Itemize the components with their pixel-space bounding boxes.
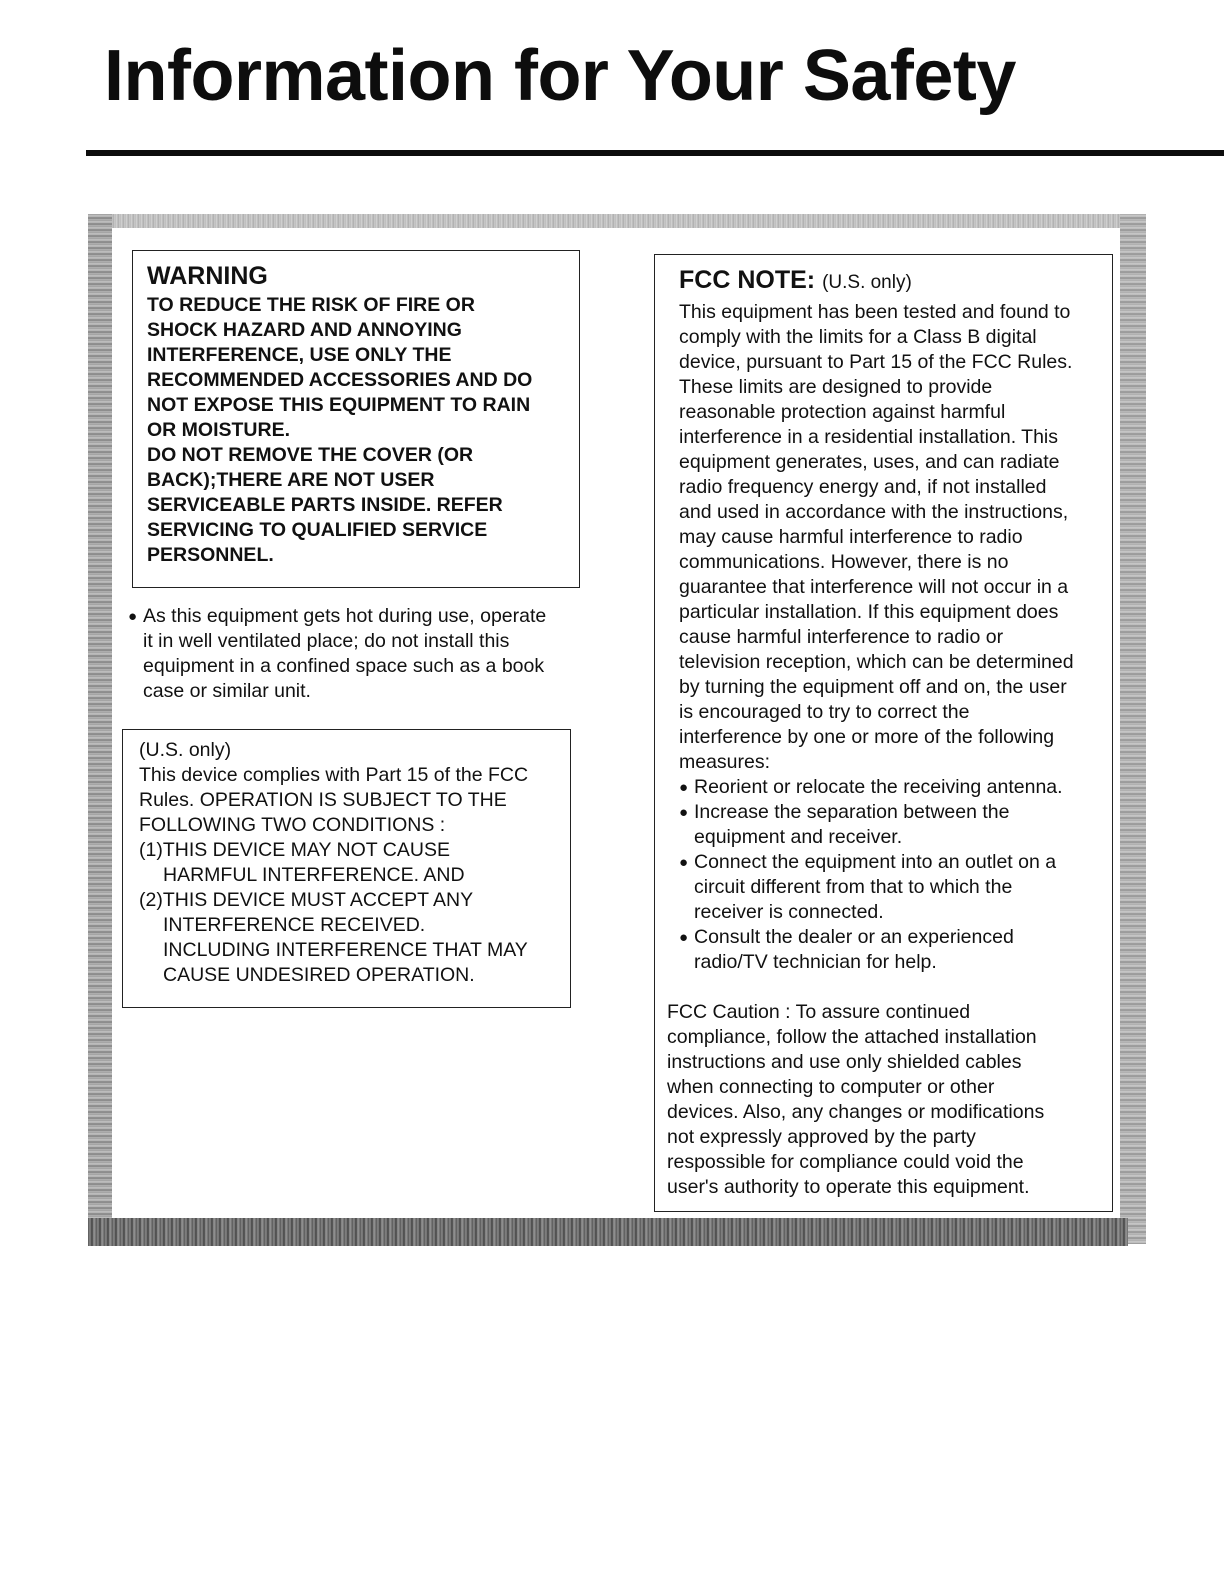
list-item (679, 775, 1112, 800)
list-item (128, 604, 588, 704)
condition-2-cont: INCLUDING INTERFERENCE THAT MAY (163, 939, 528, 961)
bullet-icon: ● (679, 929, 689, 946)
ventilation-text: As this equipment gets hot during use, operate it in well ventilated place; do not install this equipment in a confined space such as a book case or similar unit. (143, 605, 547, 702)
bullet-icon: ● (679, 804, 689, 821)
ventilation-note (128, 604, 588, 704)
us-notice-line: (U.S. only) (139, 739, 232, 761)
frame-border-bottom (88, 1218, 1128, 1246)
list-item (679, 800, 1112, 850)
bullet-icon: ● (679, 854, 689, 871)
frame-border-left (88, 214, 112, 1244)
fcc-note-body: This equipment has been tested and found to comply with the limits for a Class B digital device, pursuant to Part 15 of the FCC Rules. These limits are designed to provide reasonable protection against harmful interference in a residential installation. This equipment generates, uses, and can radiate radio frequency energy and, if not installed and used in accordance with the instructions, may cause harmful interference to radio communications. However, there is no guarantee that interference will not occur in a particular installation. If this equipment does cause harmful interference to radio or television reception, which can be determined by turning the equipment off and on, the user is encouraged to try to correct the interference by one or more of the following measures: (679, 301, 1074, 773)
measure-text: Increase the separation between the equipment and receiver. (694, 801, 1010, 848)
bullet-icon: ● (679, 779, 689, 796)
fcc-note-box (654, 254, 1113, 1212)
frame-border-right (1120, 214, 1146, 1244)
page-title: Information for Your Safety (104, 36, 1016, 116)
measure-text: Reorient or relocate the receiving antenna. (694, 776, 1063, 798)
condition-2-cont: CAUSE UNDESIRED OPERATION. (163, 964, 475, 986)
fcc-note-heading (679, 263, 1112, 300)
warning-box (132, 250, 580, 588)
fcc-note-title: FCC NOTE: (679, 266, 816, 294)
fcc-caution-text: FCC Caution : To assure continued compliance, follow the attached installation instructions and use only shielded cables when connecting to computer or other devices. Also, any changes or modifications not expressly approved by the party respossible for compliance could void the user's authority to operate this equipment. (667, 1001, 1045, 1198)
us-notice-line: Rules. OPERATION IS SUBJECT TO THE (139, 789, 507, 811)
list-item (679, 850, 1112, 925)
condition-2: (2)THIS DEVICE MUST ACCEPT ANY (139, 889, 474, 911)
list-item (679, 925, 1112, 975)
measure-text: Consult the dealer or an experienced radio/TV technician for help. (694, 926, 1014, 973)
measure-text: Connect the equipment into an outlet on a circuit different from that to which the receiver is connected. (694, 851, 1057, 923)
condition-2-cont: INTERFERENCE RECEIVED. (163, 914, 426, 936)
warning-text: TO REDUCE THE RISK OF FIRE OR SHOCK HAZARD AND ANNOYING INTERFERENCE, USE ONLY THE RECOMMENDED ACCESSORIES AND DO NOT EXPOSE THIS EQUIPMENT TO RAIN OR MOISTURE. DO NOT REMOVE THE COVER (OR BACK);THERE ARE NOT USER SERVICEABLE PARTS INSIDE. REFER SERVICING TO QUALIFIED SERVICE PERSONNEL. (147, 294, 533, 566)
fcc-note-region: (U.S. only) (822, 272, 912, 293)
condition-1-cont: HARMFUL INTERFERENCE. AND (163, 864, 465, 886)
us-compliance-box (122, 729, 571, 1008)
warning-heading: WARNING (147, 262, 268, 290)
us-notice-line: FOLLOWING TWO CONDITIONS : (139, 814, 446, 836)
frame-border-top (100, 214, 1146, 228)
condition-1: (1)THIS DEVICE MAY NOT CAUSE (139, 839, 450, 861)
us-notice-line: This device complies with Part 15 of the FCC (139, 764, 529, 786)
title-divider (86, 150, 1224, 156)
bullet-icon: ● (128, 608, 138, 625)
fcc-measures-list (679, 775, 1112, 975)
